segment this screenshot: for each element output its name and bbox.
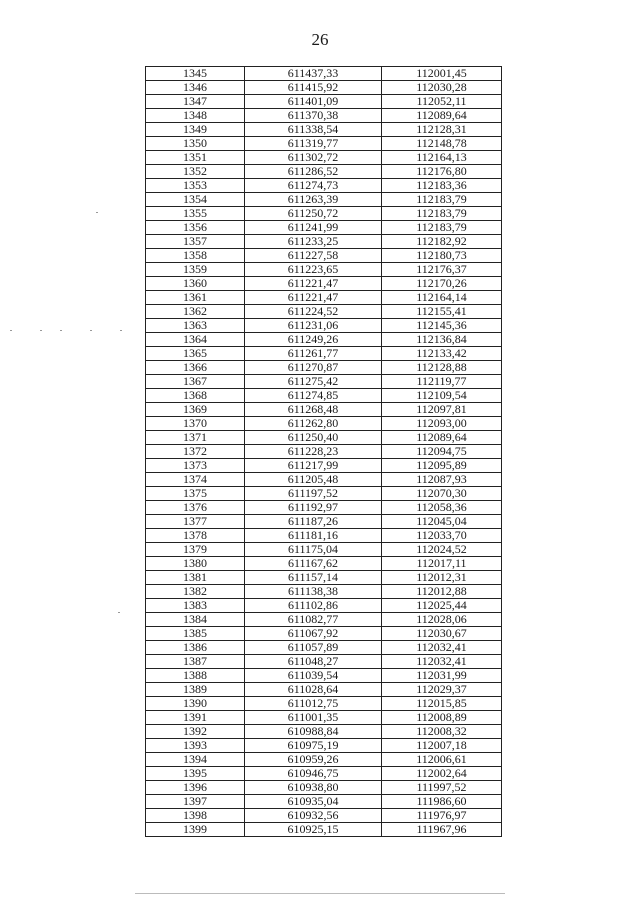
table-row [146,305,502,319]
cell-y: 112024,52 [382,543,502,557]
cell-x: 611221,47 [245,291,382,305]
cell-number: 1370 [146,417,245,431]
table-row [146,459,502,473]
cell-x: 610975,19 [245,739,382,753]
cell-number: 1347 [146,95,245,109]
cell-number: 1394 [146,753,245,767]
cell-y: 112094,75 [382,445,502,459]
table-row [146,347,502,361]
cell-x: 611262,80 [245,417,382,431]
cell-number: 1371 [146,431,245,445]
cell-number: 1364 [146,333,245,347]
table-row [146,795,502,809]
coordinates-table [145,66,502,837]
cell-y: 112176,80 [382,165,502,179]
cell-y: 111997,52 [382,781,502,795]
cell-x: 611274,85 [245,389,382,403]
cell-number: 1388 [146,669,245,683]
cell-number: 1360 [146,277,245,291]
cell-y: 112033,70 [382,529,502,543]
table-row [146,361,502,375]
table-row [146,473,502,487]
cell-x: 611286,52 [245,165,382,179]
cell-number: 1377 [146,515,245,529]
cell-number: 1372 [146,445,245,459]
cell-y: 112182,92 [382,235,502,249]
scan-dot [118,612,120,613]
cell-x: 611401,09 [245,95,382,109]
table-row [146,235,502,249]
cell-x: 610925,15 [245,823,382,837]
table-row [146,165,502,179]
cell-number: 1389 [146,683,245,697]
cell-x: 611187,26 [245,515,382,529]
table-row [146,725,502,739]
cell-y: 111986,60 [382,795,502,809]
cell-y: 112183,36 [382,179,502,193]
cell-y: 112017,11 [382,557,502,571]
cell-x: 610946,75 [245,767,382,781]
cell-x: 611231,06 [245,319,382,333]
cell-number: 1398 [146,809,245,823]
table-row [146,823,502,837]
table-row [146,557,502,571]
cell-y: 112128,31 [382,123,502,137]
cell-number: 1352 [146,165,245,179]
table-row [146,207,502,221]
cell-x: 611250,40 [245,431,382,445]
cell-number: 1376 [146,501,245,515]
cell-x: 611274,73 [245,179,382,193]
cell-number: 1353 [146,179,245,193]
cell-y: 112128,88 [382,361,502,375]
table-row [146,669,502,683]
cell-y: 112007,18 [382,739,502,753]
cell-y: 112097,81 [382,403,502,417]
cell-x: 611167,62 [245,557,382,571]
cell-number: 1346 [146,81,245,95]
table-row [146,739,502,753]
table-row [146,249,502,263]
cell-x: 611192,97 [245,501,382,515]
table-row [146,67,502,81]
scan-dot [90,330,92,331]
cell-number: 1365 [146,347,245,361]
cell-number: 1381 [146,571,245,585]
table-row [146,571,502,585]
cell-number: 1399 [146,823,245,837]
cell-x: 611268,48 [245,403,382,417]
cell-number: 1392 [146,725,245,739]
cell-number: 1380 [146,557,245,571]
cell-number: 1349 [146,123,245,137]
cell-y: 112012,31 [382,571,502,585]
scan-dot [96,212,98,213]
cell-y: 112093,00 [382,417,502,431]
table-row [146,501,502,515]
cell-x: 610938,80 [245,781,382,795]
cell-x: 611370,38 [245,109,382,123]
cell-y: 112164,13 [382,151,502,165]
cell-number: 1366 [146,361,245,375]
table-row [146,277,502,291]
cell-y: 112006,61 [382,753,502,767]
cell-y: 112183,79 [382,207,502,221]
cell-x: 611224,52 [245,305,382,319]
cell-y: 112095,89 [382,459,502,473]
cell-x: 611012,75 [245,697,382,711]
table-row [146,123,502,137]
cell-number: 1345 [146,67,245,81]
cell-number: 1384 [146,613,245,627]
cell-y: 112133,42 [382,347,502,361]
cell-y: 112170,26 [382,277,502,291]
table-row [146,753,502,767]
cell-y: 112029,37 [382,683,502,697]
cell-y: 112145,36 [382,319,502,333]
cell-x: 611205,48 [245,473,382,487]
cell-number: 1357 [146,235,245,249]
cell-number: 1350 [146,137,245,151]
cell-number: 1395 [146,767,245,781]
scan-dot [40,330,42,331]
cell-x: 611250,72 [245,207,382,221]
scan-dot [60,330,62,331]
cell-number: 1351 [146,151,245,165]
cell-number: 1375 [146,487,245,501]
cell-x: 611057,89 [245,641,382,655]
table-row [146,389,502,403]
scan-dot [120,330,122,331]
cell-y: 112155,41 [382,305,502,319]
cell-x: 610988,84 [245,725,382,739]
cell-y: 111976,97 [382,809,502,823]
cell-y: 112031,99 [382,669,502,683]
table-row [146,179,502,193]
table-row [146,697,502,711]
cell-number: 1382 [146,585,245,599]
table-row [146,515,502,529]
cell-x: 610935,04 [245,795,382,809]
cell-x: 611302,72 [245,151,382,165]
cell-x: 611319,77 [245,137,382,151]
cell-y: 112012,88 [382,585,502,599]
cell-y: 112028,06 [382,613,502,627]
cell-x: 611338,54 [245,123,382,137]
cell-x: 611233,25 [245,235,382,249]
page-number: 26 [311,30,329,49]
table-row [146,613,502,627]
cell-number: 1379 [146,543,245,557]
cell-y: 112001,45 [382,67,502,81]
cell-y: 112032,41 [382,641,502,655]
cell-x: 611181,16 [245,529,382,543]
cell-y: 112109,54 [382,389,502,403]
table-row [146,585,502,599]
cell-number: 1387 [146,655,245,669]
cell-y: 112030,67 [382,627,502,641]
table-row [146,95,502,109]
table-row [146,683,502,697]
cell-number: 1356 [146,221,245,235]
cell-number: 1374 [146,473,245,487]
cell-y: 112164,14 [382,291,502,305]
cell-y: 112119,77 [382,375,502,389]
cell-x: 611102,86 [245,599,382,613]
cell-x: 611028,64 [245,683,382,697]
cell-number: 1367 [146,375,245,389]
cell-y: 112089,64 [382,431,502,445]
cell-x: 611227,58 [245,249,382,263]
table-row [146,193,502,207]
cell-number: 1359 [146,263,245,277]
cell-y: 112087,93 [382,473,502,487]
cell-x: 611261,77 [245,347,382,361]
cell-number: 1362 [146,305,245,319]
cell-number: 1391 [146,711,245,725]
cell-number: 1385 [146,627,245,641]
table-row [146,151,502,165]
cell-y: 111967,96 [382,823,502,837]
cell-x: 611157,14 [245,571,382,585]
cell-y: 112183,79 [382,221,502,235]
table-row [146,767,502,781]
table-row [146,809,502,823]
cell-number: 1361 [146,291,245,305]
cell-x: 611221,47 [245,277,382,291]
cell-x: 611270,87 [245,361,382,375]
table-row [146,529,502,543]
table-row [146,319,502,333]
table-row [146,403,502,417]
cell-number: 1368 [146,389,245,403]
cell-number: 1386 [146,641,245,655]
table-row [146,221,502,235]
table-row [146,711,502,725]
scan-dot [10,330,12,331]
table-row [146,137,502,151]
cell-y: 112045,04 [382,515,502,529]
table-row [146,81,502,95]
cell-number: 1363 [146,319,245,333]
cell-y: 112089,64 [382,109,502,123]
table-row [146,781,502,795]
table-row [146,543,502,557]
cell-number: 1373 [146,459,245,473]
coordinates-table-body [146,67,502,837]
cell-y: 112070,30 [382,487,502,501]
table-row [146,109,502,123]
cell-y: 112032,41 [382,655,502,669]
cell-x: 611001,35 [245,711,382,725]
cell-x: 611275,42 [245,375,382,389]
cell-x: 610959,26 [245,753,382,767]
cell-y: 112148,78 [382,137,502,151]
cell-y: 112180,73 [382,249,502,263]
cell-number: 1393 [146,739,245,753]
table-row [146,333,502,347]
cell-x: 611223,65 [245,263,382,277]
cell-x: 611048,27 [245,655,382,669]
table-row [146,417,502,431]
cell-y: 112136,84 [382,333,502,347]
cell-number: 1396 [146,781,245,795]
cell-number: 1390 [146,697,245,711]
cell-y: 112176,37 [382,263,502,277]
cell-number: 1369 [146,403,245,417]
cell-x: 611228,23 [245,445,382,459]
cell-y: 112183,79 [382,193,502,207]
cell-x: 611217,99 [245,459,382,473]
cell-x: 611415,92 [245,81,382,95]
cell-y: 112002,64 [382,767,502,781]
cell-y: 112008,89 [382,711,502,725]
cell-y: 112008,32 [382,725,502,739]
table-row [146,263,502,277]
cell-number: 1383 [146,599,245,613]
cell-x: 611138,38 [245,585,382,599]
table-row [146,655,502,669]
cell-number: 1355 [146,207,245,221]
cell-y: 112015,85 [382,697,502,711]
cell-x: 611263,39 [245,193,382,207]
cell-y: 112025,44 [382,599,502,613]
cell-number: 1358 [146,249,245,263]
cell-x: 611067,92 [245,627,382,641]
cell-y: 112058,36 [382,501,502,515]
table-row [146,291,502,305]
table-row [146,599,502,613]
table-row [146,375,502,389]
cell-y: 112030,28 [382,81,502,95]
table-row [146,627,502,641]
cell-number: 1378 [146,529,245,543]
table-row [146,431,502,445]
cell-number: 1348 [146,109,245,123]
cell-x: 611082,77 [245,613,382,627]
cell-x: 611241,99 [245,221,382,235]
table-row [146,487,502,501]
cell-number: 1397 [146,795,245,809]
table-row [146,641,502,655]
cell-x: 610932,56 [245,809,382,823]
cell-y: 112052,11 [382,95,502,109]
cell-x: 611175,04 [245,543,382,557]
footer-rule [135,893,505,894]
cell-x: 611249,26 [245,333,382,347]
cell-x: 611039,54 [245,669,382,683]
cell-number: 1354 [146,193,245,207]
table-row [146,445,502,459]
cell-x: 611437,33 [245,67,382,81]
cell-x: 611197,52 [245,487,382,501]
